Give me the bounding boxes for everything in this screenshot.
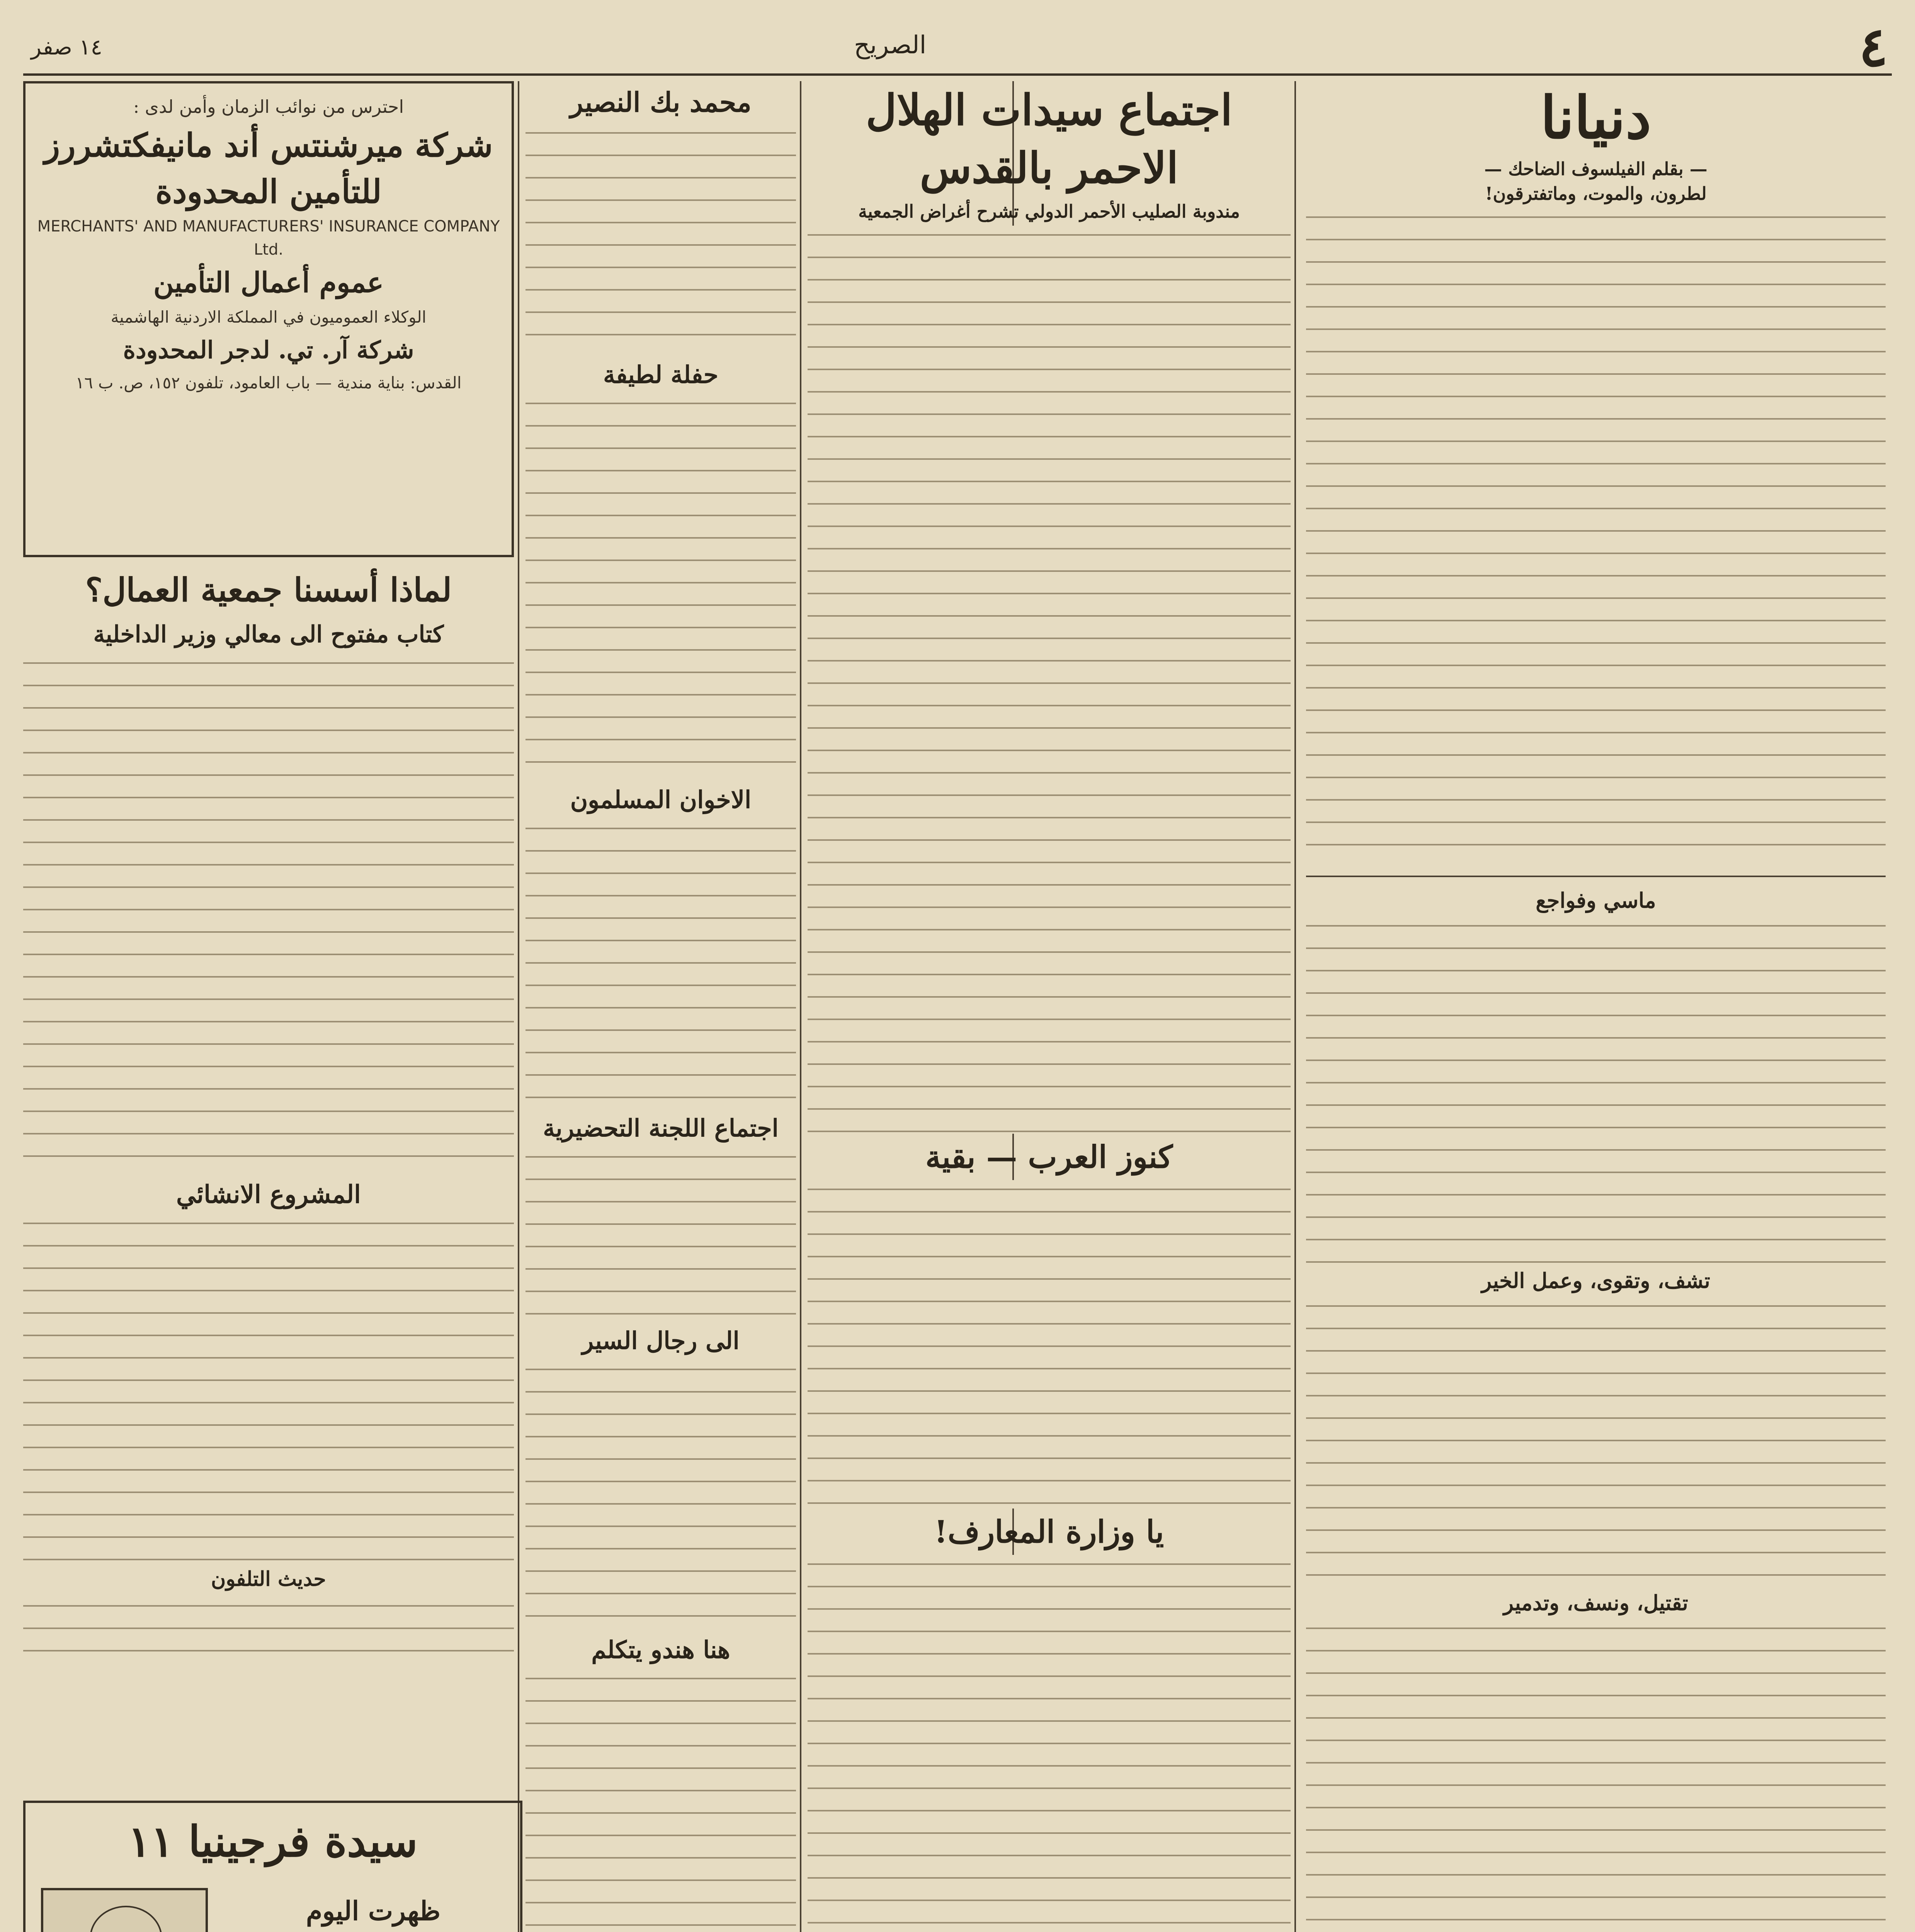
section-heading: الاخوان المسلمون — [570, 786, 752, 814]
subheadline-workers: كتاب مفتوح الى معالي وزير الداخلية — [93, 621, 444, 648]
insurance-agents: الوكلاء العموميون في المملكة الاردنية الهاشمية — [111, 308, 427, 327]
article-body — [526, 124, 796, 355]
leaf-icon — [90, 1906, 162, 1932]
section-heading: حفلة لطيفة — [603, 361, 719, 389]
article-body — [526, 1360, 796, 1631]
virginia-appeared: ظهرت اليوم — [306, 1896, 441, 1927]
article-body — [526, 1148, 796, 1321]
byline: — بقلم الفيلسوف الضاحك — — [1484, 158, 1708, 179]
article-body — [808, 226, 1291, 1134]
headline-workers: لماذا أسسنا جمعية العمال؟ — [85, 571, 452, 609]
insurance-all: عموم أعمال التأمين — [153, 266, 384, 299]
headline-nasir: محمد بك النصير — [570, 86, 752, 118]
column-left — [23, 81, 514, 1932]
article-body — [526, 1669, 796, 1932]
ad-virginia-cigarettes — [23, 1801, 522, 1932]
column-rule — [800, 81, 801, 1932]
article-body — [23, 1214, 514, 1562]
insurance-top: احترس من نوائب الزمان وأمن لدى : — [133, 96, 404, 117]
column-rule — [1294, 81, 1296, 1932]
section-heading: اجتماع اللجنة التحضيرية — [543, 1114, 779, 1142]
divider — [1306, 876, 1886, 877]
insurance-english: MERCHANTS' AND MANUFACTURERS' INSURANCE COMPANY Ltd. — [37, 218, 500, 259]
article-body — [23, 1597, 514, 1658]
section-heading: يا وزارة المعارف! — [934, 1514, 1164, 1550]
column-misc-news — [526, 81, 796, 1932]
headline-donyana: دنيانا — [1540, 84, 1651, 152]
cigarette-pack — [41, 1888, 208, 1932]
article-body — [23, 654, 514, 1175]
section-heading: حديث التلفون — [211, 1567, 326, 1591]
section-heading: تشف، وتقوى، وعمل الخير — [1481, 1268, 1710, 1293]
section-heading: ماسي وفواجع — [1536, 888, 1656, 913]
section-heading: تقتيل، ونسف، وتدمير — [1503, 1590, 1688, 1615]
article-body — [526, 394, 796, 781]
page-number: ٤ — [1859, 15, 1888, 79]
subheadline-red-crescent: مندوبة الصليب الأحمر الدولي تشرح أغراض الجمعية — [858, 201, 1240, 222]
article-body — [1306, 917, 1886, 1264]
article-body — [808, 1555, 1291, 1932]
article-body — [1306, 1619, 1886, 1932]
paper-name: الصريح — [854, 31, 927, 60]
virginia-headline: سيدة فرجينيا ١١ — [128, 1816, 418, 1866]
article-body — [808, 1180, 1291, 1509]
column-donyana — [1306, 81, 1886, 1932]
issue-date: ١٤ صفر — [31, 35, 102, 60]
column-red-crescent — [808, 81, 1291, 1932]
section-heading: الى رجال السير — [582, 1327, 740, 1355]
article-body — [1306, 1297, 1886, 1587]
kicker: لطرون، والموت، وماتفترقون! — [1485, 183, 1707, 204]
insurance-company: شركة ميرشنتس أند مانيفكتشررز للتأمين المحدودة — [44, 126, 493, 211]
insurance-address: القدس: بناية مندية — باب العامود، تلفون ١٥٢، ص. ب ١٦ — [75, 373, 462, 392]
headline-red-crescent: اجتماع سيدات الهلال الاحمر بالقدس — [866, 85, 1233, 193]
article-body — [526, 819, 796, 1109]
column-rule — [518, 81, 519, 1932]
section-heading: هنا هندو يتكلم — [591, 1636, 730, 1664]
section-heading: المشروع الانشائي — [176, 1180, 361, 1209]
insurance-agent-name: شركة آر. تي. لدجر المحدودة — [123, 336, 414, 364]
ad-insurance — [23, 81, 514, 557]
section-heading: كنوز العرب — بقية — [925, 1139, 1173, 1175]
article-body — [1306, 208, 1886, 865]
page-header — [23, 15, 1892, 79]
